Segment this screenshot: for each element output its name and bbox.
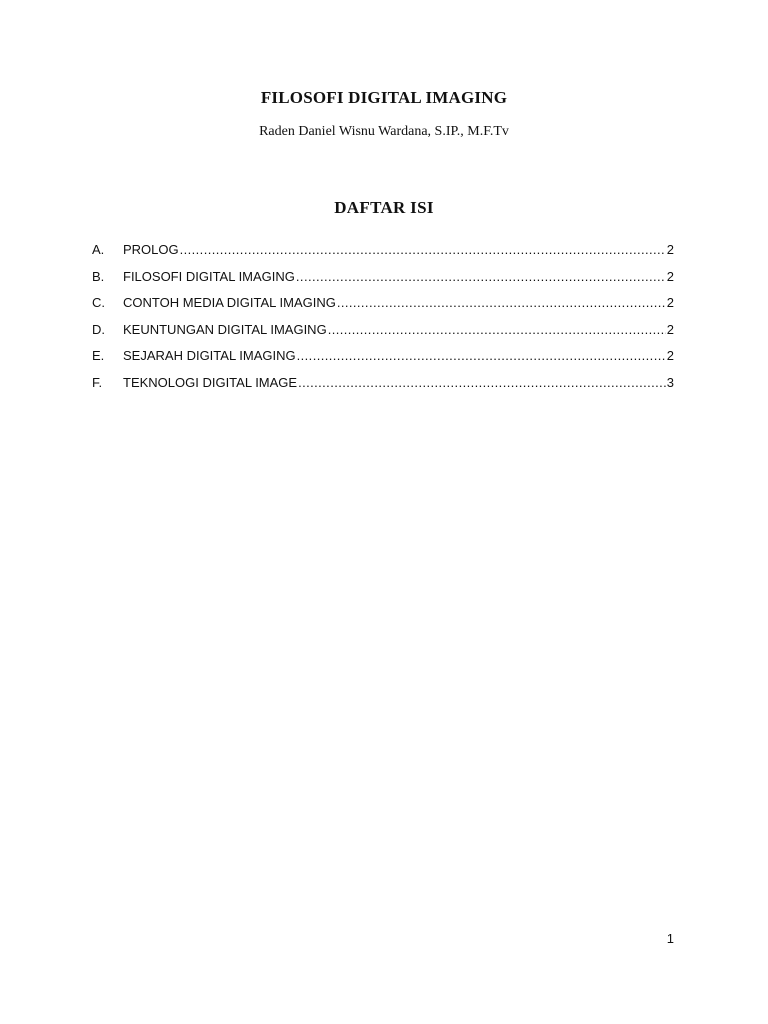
toc-entry-page: 2: [666, 242, 674, 257]
toc-entry-contoh-media-digital-imaging[interactable]: [92, 293, 674, 320]
toc-entry-title: TEKNOLOGI DIGITAL IMAGE: [123, 374, 298, 390]
toc-dot-leader: [298, 373, 666, 393]
toc-entry-page: 2: [666, 268, 674, 284]
toc-entry-filosofi-digital-imaging[interactable]: [92, 267, 674, 294]
toc-entry-title: PROLOG: [123, 242, 179, 257]
toc-dot-leader: [297, 346, 666, 366]
toc-dot-leader: [337, 293, 666, 313]
toc-entry-page: 2: [666, 295, 674, 311]
toc-entry-title: CONTOH MEDIA DIGITAL IMAGING: [123, 295, 336, 311]
document-title: FILOSOFI DIGITAL IMAGING: [260, 88, 508, 107]
toc-dot-leader: [180, 240, 666, 260]
toc-entry-page: 2: [666, 348, 674, 364]
toc-heading: DAFTAR ISI: [334, 198, 434, 217]
toc-entry-title: FILOSOFI DIGITAL IMAGING: [123, 268, 295, 284]
toc-dot-leader: [296, 267, 666, 287]
toc-entry-keuntungan-digital-imaging[interactable]: [92, 320, 674, 347]
author-line: Raden Daniel Wisnu Wardana, S.IP., M.F.Tv: [259, 124, 509, 139]
page-number: 1: [666, 931, 674, 946]
toc-entry-letter: F.: [92, 374, 103, 390]
toc-entry-sejarah-digital-imaging[interactable]: [92, 346, 674, 373]
toc-entry-letter: E.: [92, 348, 105, 364]
table-of-contents: [92, 240, 674, 400]
toc-entry-letter: D.: [92, 321, 105, 337]
toc-dot-leader: [328, 320, 666, 340]
toc-entry-letter: B.: [92, 268, 105, 284]
toc-entry-letter: C.: [92, 295, 105, 311]
toc-entry-title: KEUNTUNGAN DIGITAL IMAGING: [123, 321, 327, 337]
toc-entry-page: 3: [666, 374, 674, 390]
toc-entry-page: 2: [666, 321, 674, 337]
toc-entry-prolog[interactable]: [92, 240, 674, 267]
toc-entry-teknologi-digital-image[interactable]: [92, 373, 674, 400]
toc-entry-letter: A.: [92, 242, 105, 257]
toc-entry-title: SEJARAH DIGITAL IMAGING: [123, 348, 296, 364]
